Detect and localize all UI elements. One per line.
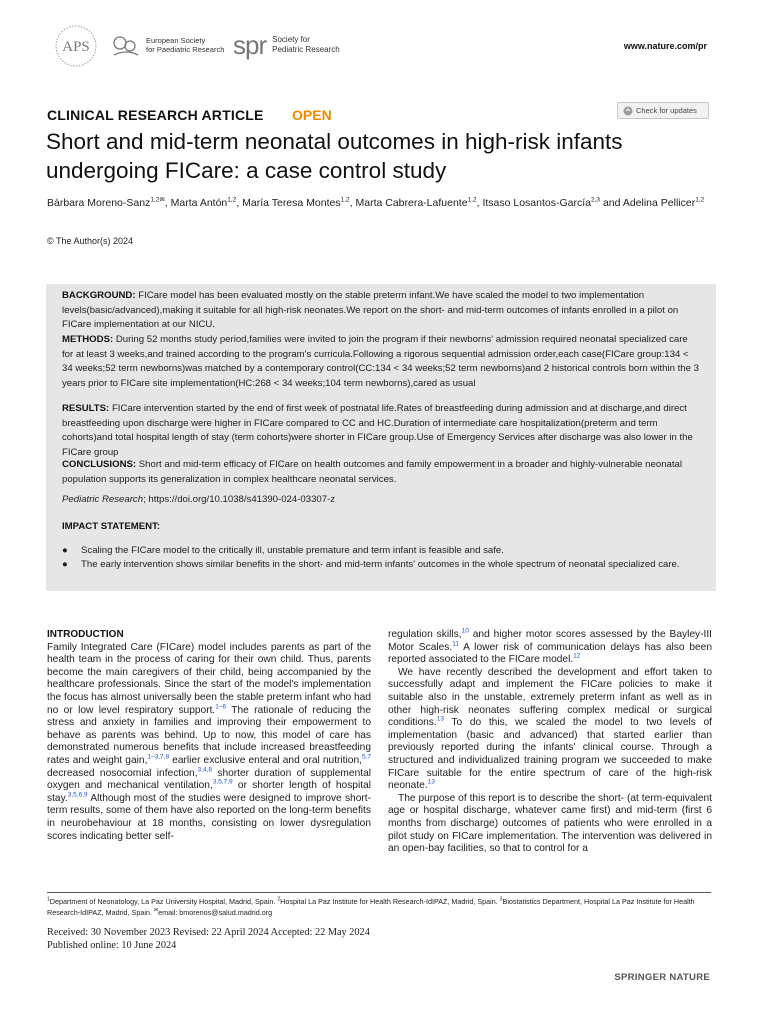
- text-run: Although most of the studies were designed to improve short-term results, some of them have also reported on the long-term benefits in neurobehaviour at 18 months, consisting on lower dysregulation scores indicating better self-: [47, 792, 371, 842]
- bullet-icon: ●: [62, 559, 68, 570]
- text-run: regulation skills,: [388, 629, 462, 640]
- text-run: email: bmorenos@salud.madrid.org: [158, 907, 273, 917]
- spr-mark: spr: [233, 29, 267, 60]
- results-text: FICare intervention started by the end of first week of postnatal life.Rates of breastfeeding during admission and at discharge,and direct breastfeeding upon discharge were higher in FICare compared to CC and HC.Duration of intermediate care hospitalization(preterm and term cohorts)and total hospital length of stay (term cohorts)were shorter in FICare group.Use of Emergency Services after discharge was also lower in the FICare group: [62, 403, 693, 458]
- body-column-left: [47, 629, 371, 843]
- abstract-background: [62, 289, 700, 333]
- author-name[interactable]: Marta Cabrera-Lafuente: [355, 197, 468, 209]
- author-name[interactable]: María Teresa Montes: [242, 197, 341, 209]
- espr-name-line1: European Society: [146, 36, 206, 45]
- text-run: decreased nosocomial infection,: [47, 767, 198, 779]
- author-separator: ,: [164, 197, 171, 209]
- citation-ref[interactable]: ✉: [153, 907, 159, 914]
- methods-label: METHODS:: [62, 334, 114, 345]
- text-run: Biostatistics Department, Hospital La Paz Institute for Health Research-IdIPAZ, Madrid, Spain.: [47, 897, 695, 917]
- author-affiliation: 1,2: [227, 196, 237, 204]
- author-name[interactable]: Adelina Pellicer: [622, 197, 696, 209]
- intro-paragraph-1: [47, 642, 371, 844]
- publisher-logo: SPRINGER NATURE: [614, 972, 710, 983]
- published-date: Published online: 10 June 2024: [47, 940, 177, 951]
- check-for-updates-label: Check for updates: [636, 106, 697, 115]
- author-separator: ,: [349, 197, 356, 209]
- text-run: The rationale of reducing the stress and anxiety in families and improving their empowerment to behave as parents was behind. Up to now, this model of care has demonstrated numerous benefits that include increased breastfeeding rates and weight gain,: [47, 704, 372, 766]
- text-run: or shorter length of hospital stay.: [47, 780, 371, 804]
- doi-link[interactable]: ; https://doi.org/10.1038/s41390-024-03307-z: [143, 494, 336, 505]
- text-run: To do this, we scaled the model to two levels of implementation (basic and advanced) that started earlier than previously reported during the infants' clinical course. Through a structured and individualized training program we succeeded to make FICare suitable for the entire spectrum of care of the high-risk neonate.: [388, 717, 712, 792]
- conclusions-text: Short and mid-term efficacy of FICare on health outcomes and family empowerment in a broader and highly-vulnerable neonatal population supports its generalization in complex healthcare neonatal services.: [62, 459, 682, 485]
- citation-ref[interactable]: 11: [452, 640, 459, 648]
- espr-name-line2: for Paediatric Research: [146, 45, 225, 54]
- abstract-results: [62, 402, 700, 460]
- author-affiliation: 1,2✉: [150, 196, 165, 204]
- impact-statement-heading: IMPACT STATEMENT:: [62, 521, 161, 532]
- refresh-icon: [623, 106, 633, 116]
- citation-ref[interactable]: 3,5,6,9: [67, 791, 88, 799]
- abstract-conclusions: [62, 458, 700, 487]
- citation-ref[interactable]: 1: [47, 896, 50, 903]
- svg-text:APS: APS: [62, 39, 90, 55]
- abstract-box: [46, 284, 716, 591]
- conclusions-label: CONCLUSIONS:: [62, 459, 137, 470]
- article-type-label: CLINICAL RESEARCH ARTICLE: [47, 107, 264, 123]
- footer-divider: [47, 892, 711, 893]
- spr-name-line2: Pediatric Research: [272, 45, 340, 54]
- received-dates: Received: 30 November 2023 Revised: 22 April 2024 Accepted: 22 May 2024: [47, 927, 370, 938]
- copyright-notice: © The Author(s) 2024: [47, 236, 134, 246]
- spr-name-line1: Society for: [272, 35, 310, 44]
- citation-ref[interactable]: 2: [277, 896, 281, 903]
- text-run: shorter duration of supplemental oxygen and mechanical ventilation,: [47, 767, 371, 792]
- author-affiliation: 1,2: [467, 196, 477, 204]
- open-access-badge: OPEN: [292, 107, 332, 123]
- article-title: Short and mid-term neonatal outcomes in high-risk infants undergoing FICare: a case control study: [46, 129, 623, 183]
- impact-item: [62, 544, 702, 558]
- citation-ref[interactable]: 10: [461, 627, 469, 635]
- citation-ref[interactable]: 3,5,7,9: [212, 778, 233, 786]
- author-separator: ,: [236, 197, 243, 209]
- text-run: The purpose of this report is to describe the short- (at term-equivalent age or hospital discharge, whatever came first) and mid-term (first 6 months from discharge) outcomes of patients who were enrolled in a pilot study on FICare implementation. The intervention was delivered in an open-bay facilities, so that to control for a: [388, 792, 712, 855]
- intro-paragraph-2: [388, 667, 712, 793]
- check-for-updates-button[interactable]: [617, 102, 709, 119]
- citation-ref[interactable]: 3: [499, 896, 503, 903]
- citation-ref[interactable]: 1–6: [215, 703, 227, 711]
- intro-paragraph-3: [388, 793, 712, 856]
- espr-logo: [110, 30, 224, 60]
- text-run: A lower risk of communication delays has also been reported associated to the FICare model.: [388, 641, 712, 666]
- author-separator: and: [600, 197, 623, 209]
- citation-line: [62, 493, 700, 508]
- background-label: BACKGROUND:: [62, 290, 136, 301]
- impact-item: [62, 558, 702, 572]
- text-run: and higher motor scores assessed by the Bayley-III Motor Scales.: [388, 629, 712, 653]
- abstract-methods: [62, 333, 700, 391]
- bullet-icon: ●: [62, 545, 68, 556]
- citation-ref[interactable]: 12: [573, 652, 581, 660]
- author-affiliation: 1,2: [695, 196, 705, 204]
- methods-text: During 52 months study period,families were invited to join the program if their newborns' admission required neonatal specialized care for at least 3 weeks,and trained according to the program's curricula.Following a rigorous sequential admission order,each case(FICare group:134 < 34 weeks;52 term newborns)was matched by a contemporary control(CC:134 < 34 weeks;52 term newborns)and 2 historical controls born within the 3 years prior to FICare site implementation(HC:268 < 34 weeks;104 term newborns),cared as usual: [62, 334, 699, 389]
- aps-logo: [44, 24, 108, 68]
- author-name[interactable]: Bárbara Moreno-Sanz: [47, 197, 151, 209]
- journal-name: Pediatric Research: [62, 494, 144, 505]
- text-run: Department of Neonatology, La Paz University Hospital, Madrid, Spain.: [49, 897, 278, 906]
- author-affiliation: 2,3: [591, 196, 601, 204]
- journal-url-link[interactable]: www.nature.com/pr: [623, 41, 707, 51]
- citation-ref[interactable]: 13: [427, 778, 435, 786]
- citation-ref[interactable]: 3,4,8: [197, 766, 213, 774]
- results-label: RESULTS:: [62, 403, 110, 414]
- text-run: Hospital La Paz Institute for Health Research-IdIPAZ, Madrid, Spain.: [280, 897, 500, 906]
- background-text: FICare model has been evaluated mostly on the stable preterm infant.We have scaled the model to two implementation levels(basic/advanced),making it suitable for all high-risk neonates.We report on the short- and mid-term outcomes of infants enrolled in a pilot on FICare implementation at our NICU.: [62, 290, 679, 330]
- espr-emblem-icon: [110, 31, 142, 59]
- author-list: [47, 196, 727, 211]
- affiliations: [47, 897, 711, 918]
- citation-ref[interactable]: 13: [436, 715, 444, 723]
- spr-logo: [233, 30, 340, 60]
- body-column-right: [388, 629, 712, 856]
- citation-ref[interactable]: 5,7: [361, 753, 371, 761]
- impact-list: [62, 544, 702, 572]
- text-run: We have recently described the development and effort taken to successfully adapt and implement the FICare policies to make it suitable also in the unstable, extremely preterm infant as well as in other high-risk neonates suffering complex medical or surgical conditions.: [388, 666, 712, 729]
- author-name[interactable]: Itsaso Losantos-García: [482, 197, 591, 209]
- text-run: earlier exclusive enteral and oral nutrition,: [169, 754, 362, 766]
- text-run: Family Integrated Care (FICare) model includes parents as part of the health team in the process of caring for their own child. Thus, parents become the main caregivers of their child, being accompanied by the healthcare professionals. Since the start of the model's implementation the focus has almost universally been the stable preterm infant who had no or low level respiratory support.: [47, 641, 371, 716]
- citation-ref[interactable]: 1–3,7,8: [147, 753, 170, 761]
- section-heading-introduction: INTRODUCTION: [47, 629, 124, 640]
- impact-item-text: The early intervention shows similar benefits in the short- and mid-term infants' outcomes in the whole spectrum of neonatal specialized care.: [81, 559, 680, 570]
- author-affiliation: 1,2: [340, 196, 350, 204]
- author-name[interactable]: Marta Antón: [170, 197, 228, 209]
- author-separator: ,: [476, 197, 483, 209]
- impact-item-text: Scaling the FICare model to the critically ill, unstable premature and term infant is feasible and safe.: [81, 545, 504, 556]
- intro-paragraph-1-cont: [388, 629, 712, 667]
